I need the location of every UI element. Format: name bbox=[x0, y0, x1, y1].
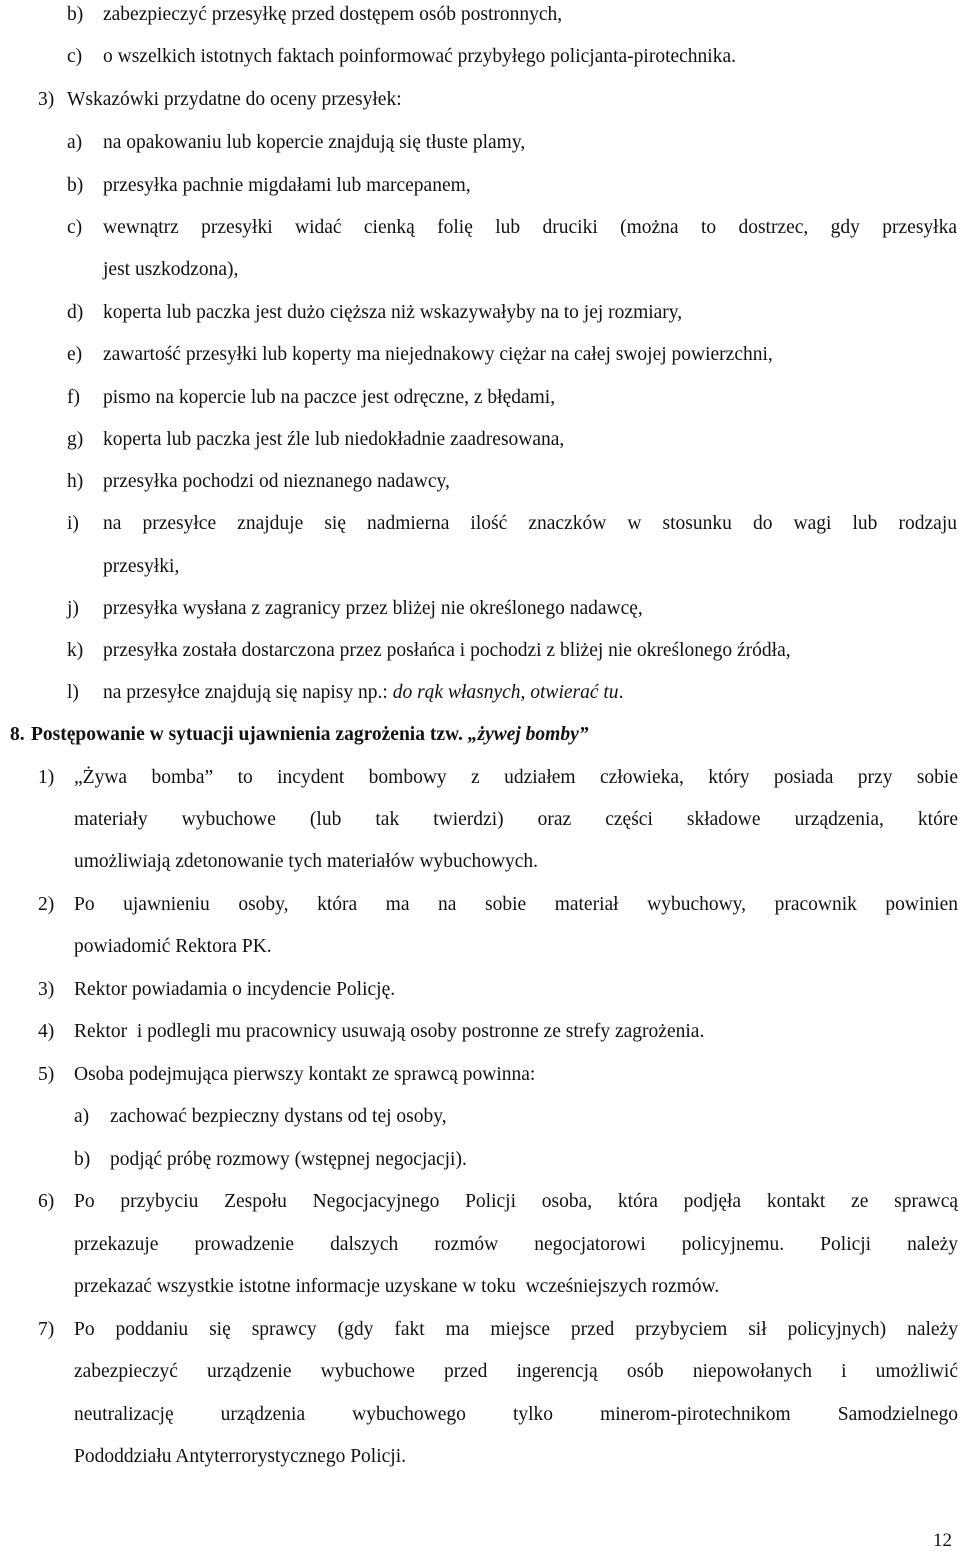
item-text: przekazać wszystkie istotne informacje uzyskane w toku wcześniejszych rozmów. bbox=[74, 1276, 720, 1297]
section-title-plain: Postępowanie w sytuacji ujawnienia zagrożenia tzw. bbox=[31, 724, 468, 745]
item-text: na przesyłce znajduje się nadmierna ilość znaczków w stosunku do wagi lub rodzaju bbox=[103, 513, 957, 534]
item-text: koperta lub paczka jest dużo cięższa niż wskazywałyby na to jej rozmiary, bbox=[103, 302, 683, 323]
item-text: zabezpieczyć urządzenie wybuchowe przed ingerencją osób niepowołanych i umożliwić bbox=[74, 1361, 958, 1382]
item-text-end: . bbox=[618, 682, 624, 703]
item-text: jest uszkodzona), bbox=[103, 259, 239, 280]
item-text: przesyłki, bbox=[103, 556, 180, 577]
section-title: Wskazówki przydatne do oceny przesyłek: bbox=[67, 89, 402, 110]
item-text: na opakowaniu lub kopercie znajdują się tłuste plamy, bbox=[103, 132, 526, 153]
page-number: 12 bbox=[933, 1530, 952, 1551]
item-text: Rektor i podlegli mu pracownicy usuwają osoby postronne ze strefy zagrożenia. bbox=[74, 1021, 705, 1042]
item-label: a) bbox=[67, 132, 83, 153]
item-label: e) bbox=[67, 344, 83, 365]
item-label: 7) bbox=[38, 1319, 55, 1340]
item-text: materiały wybuchowe (lub tak twierdzi) oraz części składowe urządzenia, które bbox=[74, 809, 958, 830]
item-text: przesyłka została dostarczona przez posłańca i pochodzi z bliżej nie określonego źródła, bbox=[103, 640, 791, 661]
section-title-italic: „żywej bomby” bbox=[467, 724, 589, 745]
item-label: 6) bbox=[38, 1191, 55, 1212]
item-label: b) bbox=[74, 1149, 91, 1170]
item-label: 1) bbox=[38, 767, 55, 788]
section-title bbox=[31, 723, 589, 747]
item-label: j) bbox=[67, 598, 79, 619]
item-label: b) bbox=[67, 175, 84, 196]
item-text bbox=[103, 681, 623, 705]
item-label: a) bbox=[74, 1106, 90, 1127]
item-text: „Żywa bomba” to incydent bombowy z udziałem człowieka, który posiada przy sobie bbox=[74, 767, 958, 788]
item-text: Po poddaniu się sprawcy (gdy fakt ma miejsce przed przybyciem sił policyjnych) należy bbox=[74, 1319, 958, 1340]
item-text: przesyłka pachnie migdałami lub marcepanem, bbox=[103, 175, 471, 196]
item-label: c) bbox=[67, 217, 83, 238]
item-text: podjąć próbę rozmowy (wstępnej negocjacji). bbox=[110, 1149, 467, 1170]
item-text: wewnątrz przesyłki widać cienką folię lub druciki (można to dostrzec, gdy przesyłka bbox=[103, 217, 957, 238]
section-number: 3) bbox=[38, 89, 55, 110]
item-text: przesyłka wysłana z zagranicy przez bliżej nie określonego nadawcę, bbox=[103, 598, 643, 619]
section-number: 8. bbox=[10, 724, 25, 745]
item-label: i) bbox=[67, 513, 79, 534]
item-text: Po przybyciu Zespołu Negocjacyjnego Policji osoba, która podjęła kontakt ze sprawcą bbox=[74, 1191, 958, 1212]
item-text: Osoba podejmująca pierwszy kontakt ze sprawcą powinna: bbox=[74, 1064, 536, 1085]
item-text: zawartość przesyłki lub koperty ma niejednakowy ciężar na całej swojej powierzchni, bbox=[103, 344, 773, 365]
item-text: pismo na kopercie lub na paczce jest odręczne, z błędami, bbox=[103, 387, 556, 408]
item-text: Pododdziału Antyterrorystycznego Policji. bbox=[74, 1446, 406, 1467]
item-label: l) bbox=[67, 682, 79, 703]
item-label: d) bbox=[67, 302, 84, 323]
item-text: Rektor powiadamia o incydencie Policję. bbox=[74, 979, 396, 1000]
item-text-plain: na przesyłce znajdują się napisy np.: bbox=[103, 682, 393, 703]
item-label: 3) bbox=[38, 979, 55, 1000]
item-text: o wszelkich istotnych faktach poinformować przybyłego policjanta-pirotechnika. bbox=[103, 46, 736, 67]
item-label: 2) bbox=[38, 894, 55, 915]
item-text: powiadomić Rektora PK. bbox=[74, 936, 272, 957]
item-text: przekazuje prowadzenie dalszych rozmów negocjatorowi policyjnemu. Policji należy bbox=[74, 1234, 958, 1255]
item-label: h) bbox=[67, 471, 84, 492]
item-label: c) bbox=[67, 46, 83, 67]
item-label: 5) bbox=[38, 1064, 55, 1085]
item-label: 4) bbox=[38, 1021, 55, 1042]
item-text: przesyłka pochodzi od nieznanego nadawcy, bbox=[103, 471, 450, 492]
item-text: zabezpieczyć przesyłkę przed dostępem osób postronnych, bbox=[103, 4, 563, 25]
item-text: neutralizację urządzenia wybuchowego tylko minerom-pirotechnikom Samodzielnego bbox=[74, 1404, 958, 1425]
item-text: Po ujawnieniu osoby, która ma na sobie materiał wybuchowy, pracownik powinien bbox=[74, 894, 958, 915]
item-text-italic: do rąk własnych, otwierać tu bbox=[392, 682, 619, 703]
item-text: koperta lub paczka jest źle lub niedokładnie zaadresowana, bbox=[103, 429, 565, 450]
item-label: f) bbox=[67, 387, 80, 408]
item-label: g) bbox=[67, 429, 84, 450]
item-text: umożliwiają zdetonowanie tych materiałów wybuchowych. bbox=[74, 851, 539, 872]
item-label: b) bbox=[67, 4, 84, 25]
item-label: k) bbox=[67, 640, 84, 661]
item-text: zachować bezpieczny dystans od tej osoby, bbox=[110, 1106, 447, 1127]
